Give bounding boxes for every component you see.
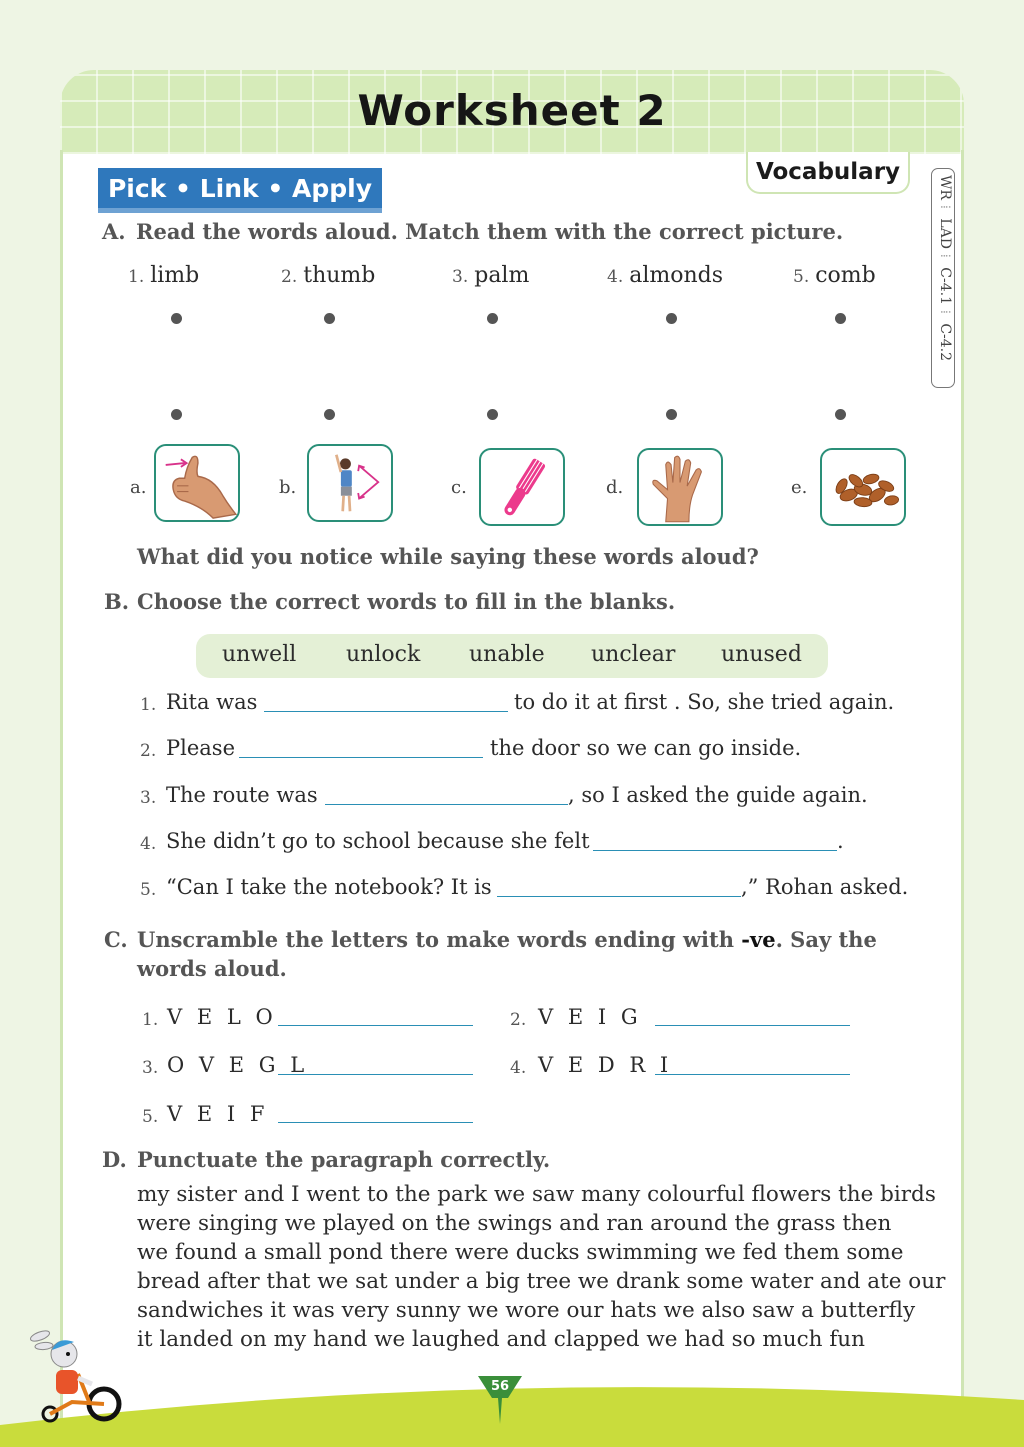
sentence-end: , so I asked the guide again. [568,783,868,807]
answer-blank[interactable] [655,1025,850,1026]
section-letter: B. [104,589,130,614]
section-instruction: Read the words aloud. Match them with the correct picture. [136,219,844,244]
suffix-highlight: -ve [741,927,776,952]
skill-code: C-4.2 [937,323,953,362]
picture-letter: a. [130,477,147,498]
sentence-start: Please [166,736,235,760]
picture-letter: d. [606,477,624,498]
word-bank-item: unused [721,642,802,667]
fill-blank[interactable] [325,804,568,805]
skill-codes-tab: WR⁞ LAD⁞ C-4.1⁞ C-4.2 [931,168,955,388]
match-dot-top[interactable] [666,313,677,324]
sentence-end: to do it at first . So, she tried again. [514,690,895,714]
fill-blank[interactable] [264,711,508,712]
sentence-start: Rita was [166,690,258,714]
match-word: 4. almonds [607,263,724,288]
sentence-end: . [837,829,844,853]
notice-question: What did you notice while saying these words aloud? [137,544,759,569]
item-number: 4. [510,1058,527,1078]
match-dot-bottom[interactable] [171,409,182,420]
section-instruction: . Say the [775,927,877,952]
sentence-number: 2. [140,741,157,761]
sentence-start: “Can I take the notebook? It is [166,875,492,899]
section-instruction: Unscramble the letters to make words ending with [137,927,742,952]
thumbs-up-hand-icon [154,444,240,522]
scrambled-letters: V E I F [167,1102,269,1126]
match-word: 5. comb [793,263,876,288]
word-bank-item: unlock [346,642,421,667]
sentence-number: 4. [140,834,157,854]
unpunctuated-paragraph [137,1180,946,1354]
picture-letter: e. [791,477,808,498]
sentence-start: The route was [166,783,318,807]
match-dot-bottom[interactable] [835,409,846,420]
page-number-badge [478,1376,522,1426]
sentence-end: ,” Rohan asked. [741,875,909,899]
page-title: Worksheet 2 [357,86,667,135]
paragraph-line: bread after that we sat under a big tree we drank some water and ate our [137,1269,946,1294]
picture-letter: b. [279,477,297,498]
boy-raising-arm-icon [307,444,393,522]
sentence-end: the door so we can go inside. [490,736,802,760]
match-dot-top[interactable] [835,313,846,324]
skill-code: C-4.1 [937,267,953,305]
match-word: 3. palm [452,263,530,288]
match-word: 2. thumb [281,263,376,288]
fill-blank[interactable] [497,896,741,897]
pick-link-apply-badge: Pick • Link • Apply [98,168,382,208]
section-letter: D. [102,1147,127,1172]
sentence-number: 5. [140,880,157,900]
match-dot-top[interactable] [487,313,498,324]
item-number: 5. [142,1107,159,1127]
vocabulary-tab: Vocabulary [746,152,910,194]
answer-blank[interactable] [655,1074,850,1075]
sentence-start: She didn’t go to school because she felt [166,829,590,853]
match-dot-top[interactable] [171,313,182,324]
match-dot-bottom[interactable] [487,409,498,420]
match-word: 1. limb [128,263,200,288]
paragraph-line: were singing we played on the swings and ran around the grass then [137,1211,892,1236]
skill-code: WR [937,175,953,200]
match-dot-bottom[interactable] [666,409,677,420]
answer-blank[interactable] [278,1025,473,1026]
scrambled-letters: V E D R I [538,1053,673,1077]
scrambled-letters: O V E G L [167,1053,309,1077]
item-number: 2. [510,1010,527,1030]
scrambled-letters: V E L O [167,1005,277,1029]
sentence-number: 1. [140,695,157,715]
section-instruction: words aloud. [137,956,287,981]
item-number: 1. [142,1010,159,1030]
word-bank-item: unclear [591,642,676,667]
scrambled-letters: V E I G [538,1005,642,1029]
picture-letter: c. [451,477,467,498]
open-palm-icon [637,448,723,526]
almonds-pile-icon [820,448,906,526]
match-dot-bottom[interactable] [324,409,335,420]
match-dot-top[interactable] [324,313,335,324]
page-number: 56 [490,1379,510,1394]
fill-blank[interactable] [593,850,837,851]
answer-blank[interactable] [278,1122,473,1123]
paragraph-line: sandwiches it was very sunny we wore our hats we also saw a butterfly [137,1298,916,1323]
paragraph-line: it landed on my hand we laughed and clapped we had so much fun [137,1327,865,1352]
word-bank [196,634,828,678]
bunny-on-bicycle-icon [20,1326,126,1426]
paragraph-line: we found a small pond there were ducks swimming we fed them some [137,1240,904,1265]
paragraph-line: my sister and I went to the park we saw many colourful flowers the birds [137,1182,936,1207]
skill-code: LAD [937,218,953,249]
word-bank-item: unable [469,642,545,667]
section-letter: C. [104,927,128,952]
sentence-number: 3. [140,788,157,808]
pink-comb-icon [479,448,565,526]
word-bank-item: unwell [222,642,297,667]
section-letter: A. [102,219,126,244]
answer-blank[interactable] [278,1074,473,1075]
section-instruction: Punctuate the paragraph correctly. [137,1147,551,1172]
section-instruction: Choose the correct words to fill in the blanks. [137,589,676,614]
item-number: 3. [142,1058,159,1078]
fill-blank[interactable] [239,757,483,758]
